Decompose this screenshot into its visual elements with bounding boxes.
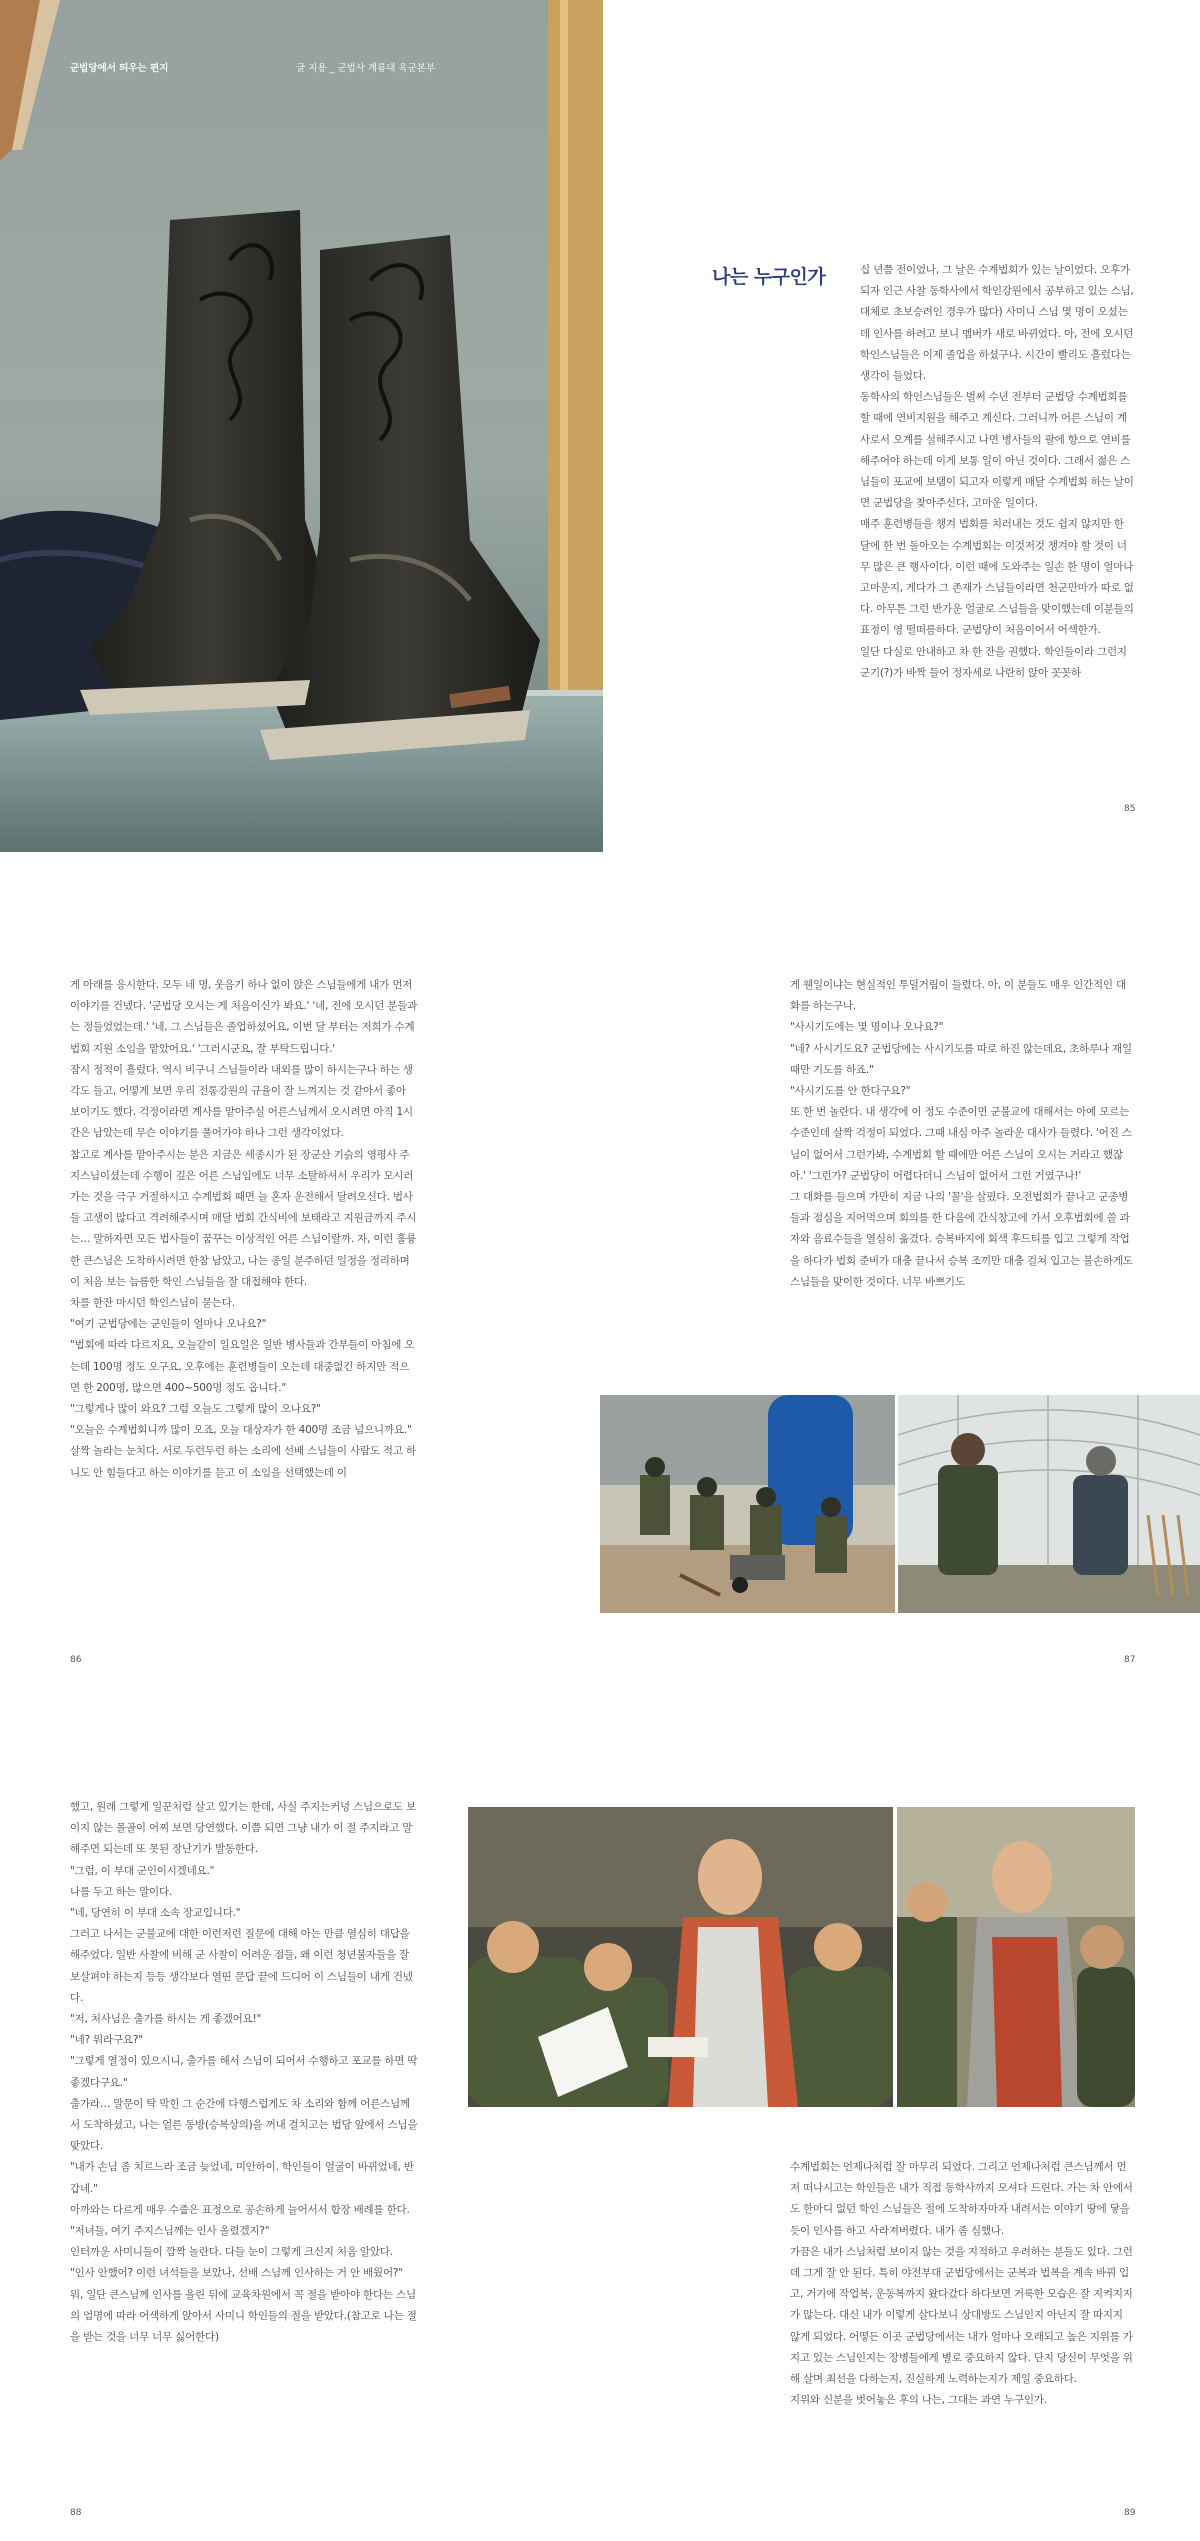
- paragraph: "그렇게나 많이 와요? 그럼 오늘도 그렇게 많이 오나요?": [70, 1403, 321, 1416]
- paragraph: 잠시 정적이 흘렀다. 역시 비구니 스님들이라 내외를 많이 하시는구나 하는 생각도 들고, 어떻게 보면 우리 전통강원의 규율이 잘 느껴지는 것 같아서 좋아 보이기도 했다. 걱정이라면 계사를 맡아주실 어른스님께서 오시려면 아직 1시간은 남았는데 무슨 이야기를 풀어가야 하나 그런 생각이었다.: [70, 1063, 413, 1140]
- article-text-page89: [790, 2157, 1135, 2411]
- paragraph: "오늘은 수계법회니까 많이 오죠, 오늘 대상자가 한 400명 조금 넘으니까요.": [70, 1424, 412, 1437]
- paragraph: 그러고 나서는 군불교에 대한 이런저런 질문에 대해 아는 만큼 열심히 대답을 해주었다. 일반 사찰에 비해 군 사찰이 어려운 점들, 왜 이런 청년불자들을 잘 보살펴야 하는지 등등 생각보다 열띤 문답 끝에 드디어 이 스님들이 내게 건넸다.: [70, 1928, 413, 2004]
- monk-standing-photo: [897, 1807, 1135, 2107]
- article-title: 나는 누구인가: [712, 266, 826, 288]
- paragraph: 가끔은 내가 스님처럼 보이지 않는 것을 지적하고 우려하는 분들도 있다. 그런데 그게 잘 안 된다. 특히 야전부대 군법당에서는 군복과 법복을 계속 바꿔 입고, 거기에 작업복, 운동복까지 왔다갔다 하다보면 거룩한 모습은 잘 지켜지지가 않는다. 대신 내가 이렇게 살다보니 상대방도 스님인지 아닌지 잘 따지지 않게 되었다. 어떻든 이곳 군법당에서는 내가 얼마나 오래되고 높은 지위를 가지고 있는 스님인지는 장병들에게 별로 중요하지 않다. 단지 당신이 무엇을 위해 살며 최선을 다하는지, 진실하게 노력하는지가 제일 중요하다.: [790, 2245, 1133, 2386]
- greenhouse-soldiers-photo: [898, 1395, 1200, 1613]
- paragraph: 게 웬일이냐는 현실적인 투덜거림이 들렸다. 아, 이 분들도 매우 인간적인 대화를 하는구나.: [790, 979, 1126, 1013]
- paragraph: 나를 두고 하는 말이다.: [70, 1885, 173, 1898]
- paragraph: 일단 다실로 안내하고 차 한 잔을 권했다. 학인들이라 그런지 군기(?)가 바짝 들어 정자세로 나란히 앉아 꼿꼿하: [860, 645, 1127, 679]
- article-text-page88: [70, 1797, 418, 2348]
- article-text-page86: [70, 975, 418, 1484]
- paragraph: 그 대화를 들으며 가만히 지금 나의 '꼴'을 살폈다. 오전법회가 끝나고 군종병들과 점심을 지어먹으며 회의를 한 다음에 간식창고에 가서 오후법회에 쓸 과자와 음료수들을 열심히 옮겼다. 승복바지에 회색 후드티를 입고 그렇게 작업을 하다가 법회 준비가 대충 끝나서 승복 조끼만 대충 걸쳐 입고는 불손하게도 스님들을 맞이한 것이다. 너무 바쁘기도: [790, 1191, 1133, 1288]
- byline: 글 지용 _ 군법사 계룡대 육군본부: [296, 63, 436, 74]
- paragraph: "저녀들, 여기 주지스님께는 인사 올렸겠지?": [70, 2225, 270, 2238]
- monk-ceremony-illustration: [468, 1807, 893, 2107]
- paragraph: "인사 안했어? 이런 녀석들을 보았나, 선배 스님께 인사하는 거 안 배웠어?": [70, 2267, 403, 2280]
- spread-pages-88-89: [0, 1690, 1200, 2541]
- boots-photo: [0, 0, 603, 852]
- paragraph: "법회에 따라 다르지요, 오늘같이 일요일은 일반 병사들과 간부들이 아침에 오는데 100명 정도 오구요, 오후에는 훈련병들이 오는데 대중없긴 하지만 적으면 한 200명, 많으면 400~500명 정도 옵니다.": [70, 1339, 415, 1394]
- paragraph: 게 아래를 응시한다. 모두 네 명, 웃음기 하나 없이 앉은 스님들에게 내가 먼저 이야기를 건넸다. '군법당 오시는 게 처음이신가 봐요.' '네, 전에 오시던 분들과는 정들었었는데.' '네, 그 스님들은 졸업하셨어요, 이번 달 부터는 저희가 수계법회 지원 소임을 맡았어요.' '그러시군요, 잘 부탁드립니다.': [70, 979, 418, 1055]
- spread-pages-86-87: [0, 860, 1200, 1690]
- page-number: 86: [70, 1655, 82, 1665]
- boots-illustration: [0, 0, 603, 852]
- paragraph: 동학사의 학인스님들은 벌써 수년 전부터 군법당 수계법회를 할 때에 연비지원을 해주고 계신다. 그러니까 어른 스님이 계사로서 오계를 설해주시고 나면 병사들의 팔에 향으로 연비를 해주어야 하는데 이게 보통 일이 아닌 것이다. 그래서 젊은 스님들이 포교에 보탬이 되고자 이렇게 매달 수계법회 하는 날이면 군법당을 찾아주신다, 고마운 일이다.: [860, 391, 1134, 510]
- paragraph: 인터까운 사미니들이 깜짝 놀란다. 다들 눈이 그렇게 크신지 처음 알았다.: [70, 2246, 393, 2259]
- page-number: 85: [1124, 804, 1136, 814]
- paragraph: 뭐, 일단 큰스님께 인사를 올린 뒤에 교육차원에서 꼭 절을 받아야 한다는 스님의 엄명에 따라 어색하게 앉아서 사미니 학인들의 절을 받았다.(참고로 나는 절을 받는 것을 너무 너무 싫어한다): [70, 2288, 417, 2344]
- spread-pages-84-85: [0, 0, 1200, 860]
- series-label: 군법당에서 띄우는 편지: [70, 63, 169, 74]
- paragraph: "저, 처사님은 출가를 하시는 게 좋겠어요!": [70, 2013, 262, 2026]
- soldiers-digging-illustration: [600, 1395, 895, 1613]
- paragraph: 지위와 신분을 벗어놓은 후의 나는, 그대는 과연 누구인가.: [790, 2394, 1047, 2407]
- paragraph: "그렇게 열정이 있으시니, 출가를 해서 스님이 되어서 수행하고 포교를 하면 딱 좋겠다구요.": [70, 2055, 418, 2089]
- page-number: 89: [1124, 2508, 1136, 2518]
- paragraph: "네, 당연히 이 부대 소속 장교입니다.": [70, 1907, 241, 1920]
- paragraph: 수계법회는 언제나처럼 잘 마무리 되었다. 그리고 언제나처럼 큰스님께서 먼저 떠나시고는 학인들은 내가 직접 동학사까지 모셔다 드린다. 가는 차 안에서도 한마디 없던 학인 스님들은 절에 도착하자마자 내려서는 이야기 땅에 닿을 듯이 인사를 하고 사라져버렸다. 내가 좀 심했나.: [790, 2161, 1133, 2237]
- paragraph: 또 한 번 놀란다. 내 생각에 이 정도 수준이면 군불교에 대해서는 아예 모르는 수준인데 살짝 걱정이 되었다. 그때 내심 아주 놀라운 대사가 들렸다. '어진 스님이 없어서 그런가봐, 수계법회 할 때에만 어른 스님이 오시는 거라고 했잖아.' '그런가? 군법당이 어렵다더니 스님이 없어서 그런 거였구나!': [790, 1106, 1132, 1182]
- paragraph: 매주 훈련병들을 챙겨 법회를 치러내는 것도 쉽지 않지만 한 달에 한 번 돌아오는 수계법회는 이것저것 챙겨야 할 것이 너무 많은 큰 행사이다. 이런 때에 도와주는 일손 한 명이 얼마나 고마운지, 게다가 그 존재가 스님들이라면 천군만마가 따로 없다. 아무튼 그런 반가운 얼굴로 스님들을 맞이했는데 이분들의 표정이 영 떨떠름하다. 군법당이 처음이어서 어색한가.: [860, 518, 1134, 637]
- paragraph: "네? 사시기도요? 군법당에는 사시기도를 따로 하진 않는데요, 초하루나 재일 때만 기도를 하죠.": [790, 1042, 1132, 1076]
- article-text-page87: [790, 975, 1135, 1293]
- page-number: 87: [1124, 1655, 1136, 1665]
- monk-ceremony-photo: [468, 1807, 893, 2107]
- paragraph: "네? 뭐라구요?": [70, 2034, 143, 2047]
- page-number: 88: [70, 2508, 82, 2518]
- paragraph: 참고로 계사를 맡아주시는 분은 지금은 세종시가 된 장군산 기슭의 영평사 주지스님이셨는데 수행이 깊은 어른 스님임에도 너무 소탈하셔서 우리가 모시러 가는 것을 극구 거절하시고 수계법회 때면 늘 혼자 운전해서 달려오신다. 법사들 고생이 많다고 격려해주시며 매달 법회 간식비에 보태라고 지원금까지 주시는… 말하자면 모든 법사들이 꿈꾸는 이상적인 어른 스님이랄까. 자, 이런 훌륭한 큰스님은 도착하시려면 한참 남았고, 나는 종일 분주하던 일정을 정리하며 이 처음 보는 늠름한 학인 스님들을 잘 대접해야 한다.: [70, 1148, 417, 1288]
- paragraph: "그럼, 이 부대 군인이시겠네요.": [70, 1864, 215, 1877]
- paragraph: "사시기도에는 몇 명이나 오나요?": [790, 1021, 944, 1034]
- paragraph: "내가 손님 좀 치르느라 조금 늦었네, 미안하이. 학인들이 얼굴이 바뀌었네, 반갑네.": [70, 2161, 414, 2195]
- monk-standing-illustration: [897, 1807, 1135, 2107]
- paragraph: 아까와는 다르게 매우 수줍은 표정으로 공손하게 늘어서서 합장 배례를 한다.: [70, 2203, 410, 2216]
- article-text-page85: [860, 260, 1135, 684]
- paragraph: 살짝 놀라는 눈치다. 서로 두런두런 하는 소리에 선배 스님들이 사람도 적고 하니도 안 힘들다고 하는 이야기를 듣고 이 소임을 선택했는데 이: [70, 1445, 416, 1479]
- paragraph: "사시기도를 안 한다구요?": [790, 1085, 911, 1098]
- paragraph: 차를 한잔 마시던 학인스님이 묻는다.: [70, 1297, 235, 1310]
- paragraph: 십 년쯤 전이었나, 그 날은 수계법회가 있는 날이었다. 오후가 되자 인근 사찰 동학사에서 학인강원에서 공부하고 있는 스님, 대체로 초보승려인 경우가 많다) 사미니 스님 몇 명이 오셨는데 인사를 하려고 보니 멤버가 새로 바뀌었다. 아, 전에 오시던 학인스님들은 이제 졸업을 하셨구나. 시간이 빨리도 흘렀다는 생각이 들었다.: [860, 264, 1134, 383]
- greenhouse-illustration: [898, 1395, 1200, 1613]
- soldiers-digging-photo: [600, 1395, 895, 1613]
- paragraph: "여기 군법당에는 군인들이 얼마나 오나요?": [70, 1318, 267, 1331]
- paragraph: 출가라… 말문이 탁 막힌 그 순간에 다행스럽게도 차 소리와 함께 어른스님께서 도착하셨고, 나는 얼른 동방(승복상의)을 꺼내 걸치고는 법당 앞에서 스님을 맞았다.: [70, 2097, 418, 2153]
- paragraph: 했고, 원래 그렇게 일꾼처럼 살고 있기는 한데, 사실 주지는커녕 스님으로도 보이지 않는 몰골이 어찌 보면 당연했다. 이쯤 되면 그냥 내가 이 절 주지라고 말해주면 되는데 또 못된 장난기가 발동한다.: [70, 1801, 416, 1856]
